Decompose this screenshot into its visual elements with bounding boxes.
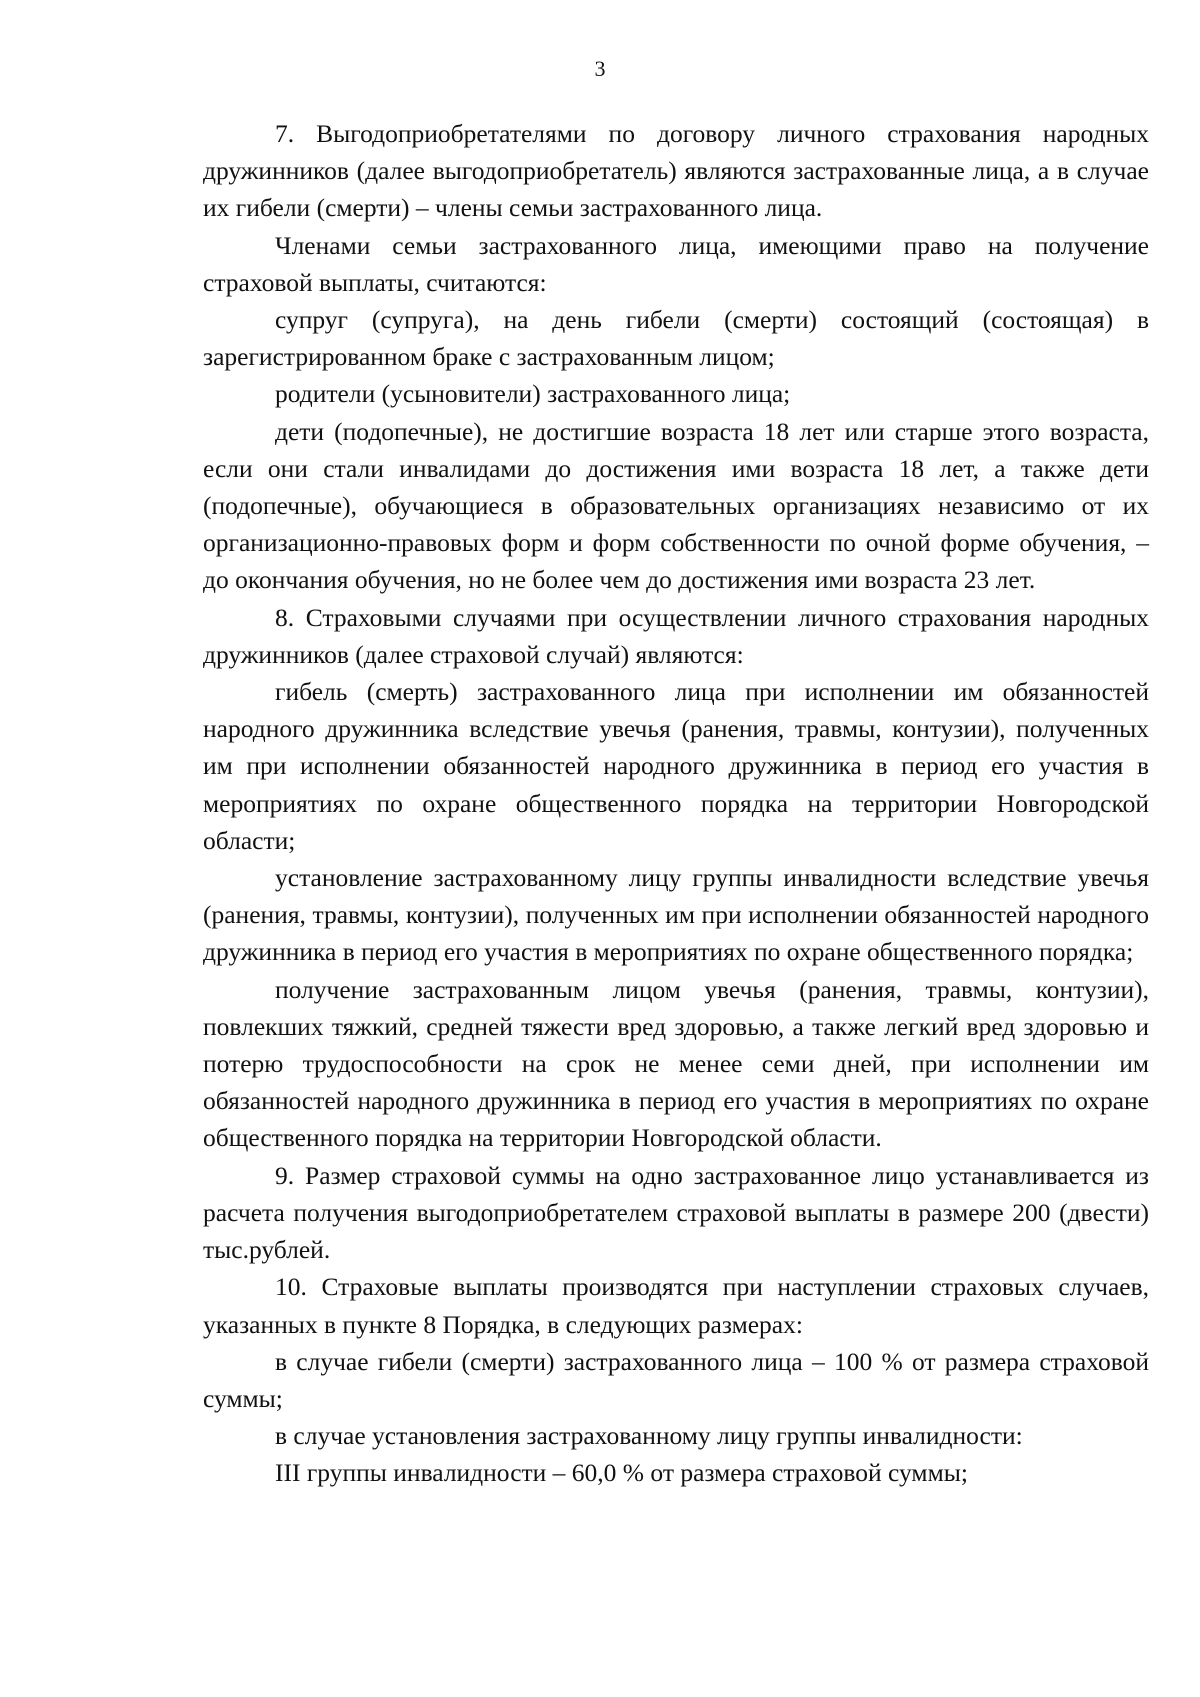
paragraph-8: 8. Страховыми случаями при осуществлении личного страхования народных дружинников (далее страховой случай) являются: (203, 602, 1149, 669)
paragraph-death-case: гибель (смерть) застрахованного лица при исполнении им обязанностей народного дружинника вследствие увечья (ранения, травмы, контузии), полученных им при исполнении обязанностей народного дружинника в период его участия в мероприятиях по охране общественного порядка на территории Новгородской области; (203, 677, 1149, 855)
paragraph-parents: родители (усыновители) застрахованного лица; (275, 379, 791, 409)
paragraph-10: 10. Страховые выплаты производятся при наступлении страховых случаев, указанных в пункте 8 Порядка, в следующих размерах: (203, 1272, 1149, 1339)
paragraph-7: 7. Выгодоприобретателями по договору личного страхования народных дружинников (далее выгодоприобретатель) являются застрахованные лица, а в случае их гибели (смерти) – члены семьи застрахованного лица. (203, 119, 1149, 223)
paragraph-children: дети (подопечные), не достигшие возраста 18 лет или старше этого возраста, если они стали инвалидами до достижения ими возраста 18 лет, а также дети (подопечные), обучающиеся в образовательных организациях независимо от их организационно-правовых форм и форм собственности по очной форме обучения, – до окончания обучения, но не более чем до достижения ими возраста 23 лет. (203, 416, 1149, 595)
paragraph-disability-payment: в случае установления застрахованному лицу группы инвалидности: (275, 1421, 1023, 1451)
paragraph-death-payment: в случае гибели (смерти) застрахованного лица – 100 % от размера страховой суммы; (203, 1346, 1149, 1413)
paragraph-spouse: супруг (супруга), на день гибели (смерти) состоящий (состоящая) в зарегистрированном браке с застрахованным лицом; (203, 305, 1149, 372)
paragraph-group-3-payment: III группы инвалидности – 60,0 % от размера страховой суммы; (275, 1458, 968, 1488)
document-body (203, 115, 1149, 1492)
paragraph-disability-case: установление застрахованному лицу группы инвалидности вследствие увечья (ранения, травмы, контузии), полученных им при исполнении обязанностей народного дружинника в период его участия в мероприятиях по охране общественного порядка; (203, 863, 1149, 967)
paragraph-family-members: Членами семьи застрахованного лица, имеющими право на получение страховой выплаты, считаются: (203, 230, 1149, 297)
paragraph-injury-case: получение застрахованным лицом увечья (ранения, травмы, контузии), повлекших тяжкий, средней тяжести вред здоровью, а также легкий вред здоровью и потерю трудоспособности на срок не менее семи дней, при исполнении им обязанностей народного дружинника в период его участия в мероприятиях по охране общественного порядка на территории Новгородской области. (203, 974, 1149, 1153)
paragraph-9: 9. Размер страховой суммы на одно застрахованное лицо устанавливается из расчета получения выгодоприобретателем страховой выплаты в размере 200 (двести) тыс.рублей. (203, 1160, 1149, 1265)
page-number: 3 (594, 56, 606, 81)
